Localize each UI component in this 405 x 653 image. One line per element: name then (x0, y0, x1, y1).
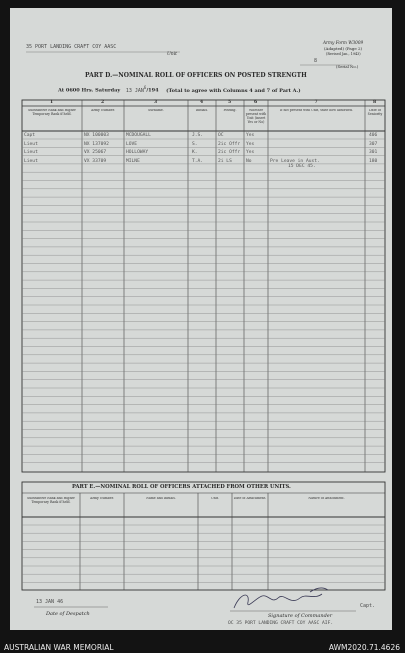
table-cell: Lieut (24, 150, 38, 155)
at-year-prefix: /194 (146, 87, 159, 94)
archive-name: AUSTRALIAN WAR MEMORIAL (4, 643, 114, 652)
table-cell: T.A. (192, 158, 204, 164)
at-year-digit: 6 (143, 85, 147, 90)
column-header: Substantive Rank and Higher Temporary Rank if held. (27, 497, 75, 504)
table-cell: VX 25067 (84, 150, 107, 155)
commander-rank: Capt. (360, 603, 376, 609)
column-number: 7 (314, 100, 318, 105)
column-header: Nature of Attachment. (308, 497, 345, 500)
table-cell: No (246, 158, 252, 164)
table-cell: 301 (369, 150, 378, 155)
at-note: (Total to agree with Columns 4 and 7 of Part A.) (166, 87, 301, 94)
column-header: Date of Seniority (367, 109, 383, 116)
column-header: Substantive Rank and Higher Temporary Rank if held. (28, 109, 76, 116)
column-header: Army Number. (90, 497, 114, 500)
form-adapted: (Adapted) (Page 2) (324, 46, 363, 51)
table-cell: S. (192, 141, 198, 147)
part-e-title: PART E.—NOMINAL ROLL OF OFFICERS ATTACHED FROM OTHER UNITS. (72, 484, 291, 490)
commander-label: Signature of Commander (268, 613, 333, 619)
at-line (58, 86, 301, 94)
table-cell: HOLLOWAY (126, 150, 149, 155)
table-cell: Yes (246, 141, 255, 147)
table-cell: 406 (369, 133, 378, 138)
table-cell: Capt (24, 133, 36, 138)
table-cell: J.S. (192, 133, 204, 138)
table-cell: MILNE (126, 158, 140, 164)
table-cell: 2i LS (218, 158, 232, 164)
serial-value: 8 (314, 58, 318, 64)
column-number: 2 (101, 100, 105, 105)
despatch-date: 13 JAN 46 (36, 599, 64, 605)
table-cell: Pre Leave in Aust. (270, 158, 320, 164)
column-header: If not present with Unit, state how absorbed. (280, 109, 353, 112)
column-header: Surname. (148, 109, 164, 112)
unit-value: 35 PORT LANDING CRAFT COY AASC (26, 44, 117, 50)
table-cell: K. (192, 150, 198, 155)
at-prefix: At 0600 Hrs. Saturday (58, 87, 121, 94)
document-page (10, 8, 392, 630)
column-number: 5 (228, 100, 232, 105)
table-cell-note: 15 DEC 45. (288, 164, 316, 169)
commander-unit: OC 35 PORT LANDING CRAFT COY AASC AIF. (228, 621, 334, 626)
table-cell: 180 (369, 158, 378, 164)
table-cell: 2ic Offr (218, 150, 241, 155)
serial-label: (Serial No.) (336, 64, 359, 69)
column-number: 8 (373, 100, 377, 105)
column-header: Whether present with Unit (insert Yes or No) (245, 109, 267, 124)
column-header: Posting. (223, 109, 237, 112)
table-cell: OC (218, 133, 224, 138)
commander-signature (234, 588, 328, 608)
form-name: Army Form W3009 (323, 40, 364, 45)
part-d-title: PART D.—NOMINAL ROLL OF OFFICERS ON POSTED STRENGTH (85, 72, 307, 79)
table-cell: Yes (246, 133, 255, 138)
archive-id: AWM2020.71.4626 (328, 643, 400, 652)
table-cell: 2ic Offr (218, 141, 241, 147)
table-cell: VX 33709 (84, 158, 107, 164)
column-header: Date of Attachment. (233, 497, 267, 500)
column-header: Initials. (195, 109, 209, 112)
column-number: 1 (50, 100, 54, 105)
unit-label: Unit (167, 52, 177, 57)
column-header: Army Number. (91, 109, 115, 112)
column-number: 4 (200, 100, 204, 105)
table-cell: 307 (369, 141, 378, 147)
table-cell: NX 100003 (84, 133, 109, 138)
form-revised: (Revised Jan., 1943) (326, 52, 361, 56)
table-cell: LOVE (126, 141, 138, 147)
despatch-label: Date of Despatch (46, 611, 90, 617)
column-header: Unit. (210, 497, 220, 500)
table-cell: Lieut (24, 158, 38, 164)
column-header: Name and Initials. (146, 497, 176, 500)
table-cell: Lieut (24, 141, 38, 147)
table-cell: NX 137092 (84, 141, 109, 147)
column-number: 6 (254, 100, 258, 105)
table-cell: Yes (246, 150, 255, 155)
table-cell: MCDOUGALL (126, 133, 151, 138)
column-number: 3 (154, 100, 158, 105)
at-date: 13 JAN (125, 87, 144, 94)
